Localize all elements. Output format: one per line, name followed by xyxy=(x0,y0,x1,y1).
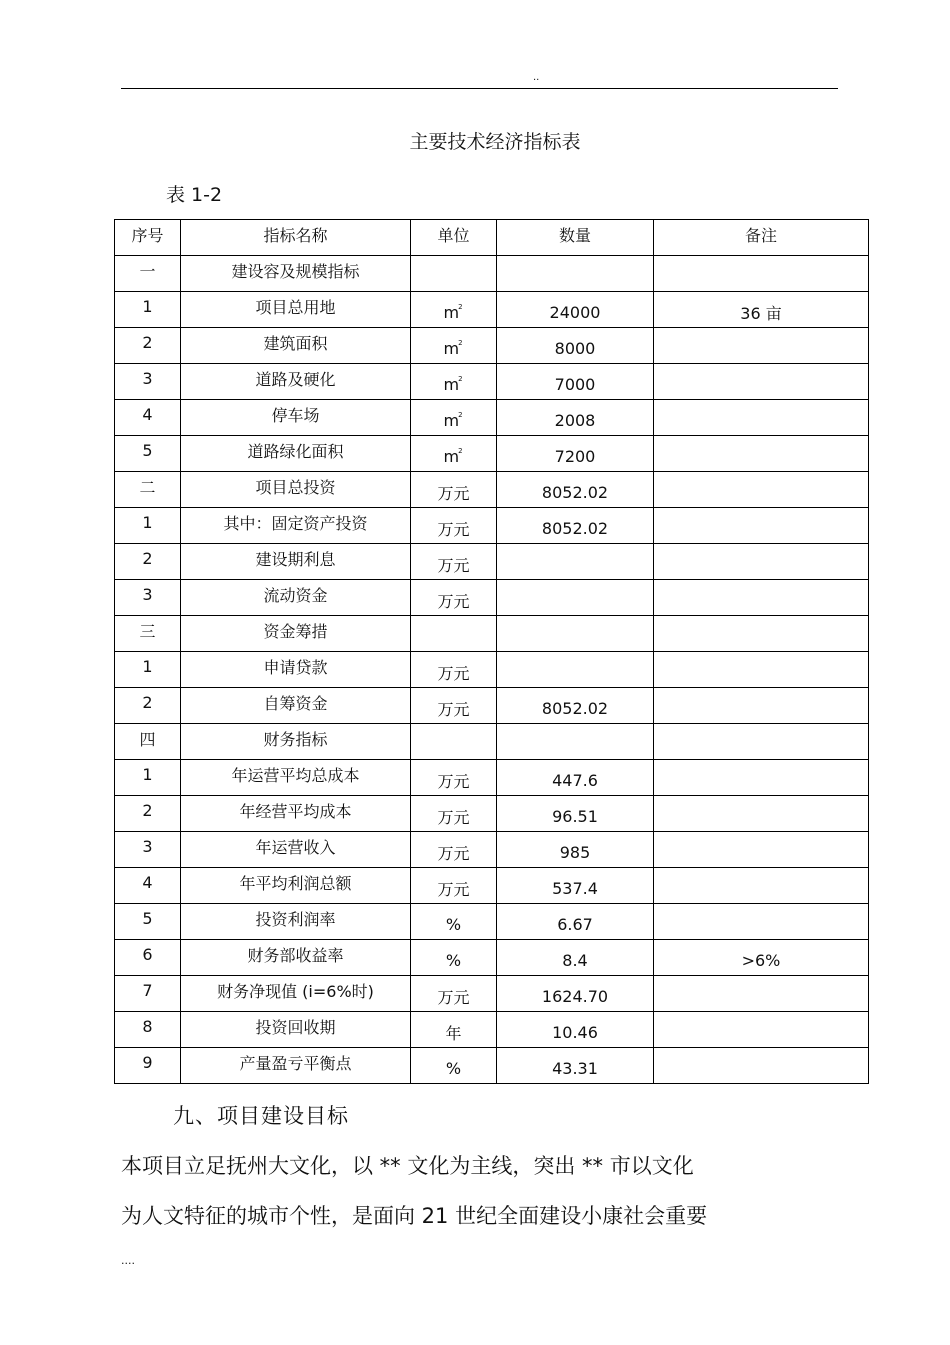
table-row xyxy=(115,436,869,472)
row-number-cell: 4 xyxy=(115,400,181,436)
quantity-cell: 8052.02 xyxy=(497,508,654,544)
unit-cell xyxy=(411,616,497,652)
indicator-name-cell: 道路绿化面积 xyxy=(181,436,411,472)
column-header-name: 指标名称 xyxy=(181,220,411,256)
note-cell: >6% xyxy=(654,940,869,976)
header-divider xyxy=(121,88,838,89)
row-number-cell: 1 xyxy=(115,292,181,328)
unit-cell: $m^2$ xyxy=(411,400,497,436)
table-row xyxy=(115,868,869,904)
header-mark: .. xyxy=(533,72,540,83)
indicator-name-cell: 建筑面积 xyxy=(181,328,411,364)
row-number-cell: 2 xyxy=(115,328,181,364)
table-row xyxy=(115,1012,869,1048)
note-cell xyxy=(654,832,869,868)
quantity-cell: 537.4 xyxy=(497,868,654,904)
table-header-row xyxy=(115,220,869,256)
row-number-cell: 四 xyxy=(115,724,181,760)
table-row xyxy=(115,544,869,580)
unit-cell: 万元 xyxy=(411,976,497,1012)
row-number-cell: 4 xyxy=(115,868,181,904)
note-cell xyxy=(654,400,869,436)
page-title: 主要技术经济指标表 xyxy=(409,131,581,153)
footer-mark: .... xyxy=(121,1254,135,1267)
indicator-name-cell: 自筹资金 xyxy=(181,688,411,724)
note-cell xyxy=(654,976,869,1012)
note-cell xyxy=(654,436,869,472)
indicator-name-cell: 财务净现值 (i=6%时) xyxy=(181,976,411,1012)
row-number-cell: 3 xyxy=(115,580,181,616)
indicator-name-cell: 年运营平均总成本 xyxy=(181,760,411,796)
table-row xyxy=(115,256,869,292)
quantity-cell xyxy=(497,652,654,688)
indicator-name-cell: 年经营平均成本 xyxy=(181,796,411,832)
unit-cell: $m^2$ xyxy=(411,292,497,328)
unit-cell: 万元 xyxy=(411,580,497,616)
indicator-name-cell: 年平均利润总额 xyxy=(181,868,411,904)
row-number-cell: 二 xyxy=(115,472,181,508)
table-row xyxy=(115,760,869,796)
indicator-name-cell: 建设期利息 xyxy=(181,544,411,580)
indicator-name-cell: 道路及硬化 xyxy=(181,364,411,400)
note-cell xyxy=(654,796,869,832)
row-number-cell: 一 xyxy=(115,256,181,292)
note-cell xyxy=(654,1012,869,1048)
row-number-cell: 1 xyxy=(115,760,181,796)
table-row xyxy=(115,364,869,400)
indicator-name-cell: 资金筹措 xyxy=(181,616,411,652)
row-number-cell: 三 xyxy=(115,616,181,652)
indicator-name-cell: 建设容及规模指标 xyxy=(181,256,411,292)
unit-cell: 万元 xyxy=(411,832,497,868)
unit-cell xyxy=(411,724,497,760)
unit-cell: 万元 xyxy=(411,544,497,580)
row-number-cell: 3 xyxy=(115,364,181,400)
row-number-cell: 1 xyxy=(115,508,181,544)
unit-cell: 万元 xyxy=(411,760,497,796)
indicator-name-cell: 其中：固定资产投资 xyxy=(181,508,411,544)
note-cell xyxy=(654,688,869,724)
quantity-cell: 8052.02 xyxy=(497,688,654,724)
note-cell xyxy=(654,364,869,400)
note-cell xyxy=(654,472,869,508)
quantity-cell: 1624.70 xyxy=(497,976,654,1012)
indicator-name-cell: 产量盈亏平衡点 xyxy=(181,1048,411,1084)
indicator-name-cell: 财务指标 xyxy=(181,724,411,760)
unit-cell: 万元 xyxy=(411,652,497,688)
quantity-cell xyxy=(497,256,654,292)
table-row xyxy=(115,796,869,832)
row-number-cell: 1 xyxy=(115,652,181,688)
note-cell xyxy=(654,904,869,940)
table-row xyxy=(115,508,869,544)
quantity-cell: 8000 xyxy=(497,328,654,364)
paragraph-line: 为人文特征的城市个性，是面向 21 世纪全面建设小康社会重要 xyxy=(121,1204,708,1228)
note-cell xyxy=(654,580,869,616)
row-number-cell: 2 xyxy=(115,796,181,832)
quantity-cell: 8052.02 xyxy=(497,472,654,508)
indicator-name-cell: 年运营收入 xyxy=(181,832,411,868)
row-number-cell: 2 xyxy=(115,544,181,580)
indicators-table xyxy=(114,219,869,1084)
indicator-name-cell: 项目总用地 xyxy=(181,292,411,328)
indicator-name-cell: 投资回收期 xyxy=(181,1012,411,1048)
paragraph-line: 本项目立足抚州大文化，以 ** 文化为主线，突出 ** 市以文化 xyxy=(121,1154,694,1178)
section-heading: 九、项目建设目标 xyxy=(173,1104,349,1128)
note-cell xyxy=(654,508,869,544)
quantity-cell xyxy=(497,580,654,616)
note-cell xyxy=(654,760,869,796)
table-row xyxy=(115,976,869,1012)
note-cell xyxy=(654,652,869,688)
row-number-cell: 3 xyxy=(115,832,181,868)
row-number-cell: 6 xyxy=(115,940,181,976)
table-row xyxy=(115,652,869,688)
unit-cell: 万元 xyxy=(411,688,497,724)
quantity-cell xyxy=(497,616,654,652)
indicator-name-cell: 项目总投资 xyxy=(181,472,411,508)
column-header-unit: 单位 xyxy=(411,220,497,256)
quantity-cell: 96.51 xyxy=(497,796,654,832)
quantity-cell: 8.4 xyxy=(497,940,654,976)
unit-cell: 万元 xyxy=(411,508,497,544)
row-number-cell: 9 xyxy=(115,1048,181,1084)
quantity-cell: 24000 xyxy=(497,292,654,328)
table-row xyxy=(115,724,869,760)
note-cell xyxy=(654,1048,869,1084)
quantity-cell: 6.67 xyxy=(497,904,654,940)
note-cell: 36 亩 xyxy=(654,292,869,328)
table-row xyxy=(115,400,869,436)
unit-cell: 万元 xyxy=(411,796,497,832)
indicator-name-cell: 投资利润率 xyxy=(181,904,411,940)
unit-cell: 年 xyxy=(411,1012,497,1048)
unit-cell: 万元 xyxy=(411,472,497,508)
table-row xyxy=(115,832,869,868)
row-number-cell: 7 xyxy=(115,976,181,1012)
quantity-cell xyxy=(497,544,654,580)
column-header-quantity: 数量 xyxy=(497,220,654,256)
unit-cell: % xyxy=(411,904,497,940)
table-body xyxy=(115,256,869,1084)
quantity-cell: 10.46 xyxy=(497,1012,654,1048)
unit-cell: $m^2$ xyxy=(411,364,497,400)
row-number-cell: 2 xyxy=(115,688,181,724)
note-cell xyxy=(654,616,869,652)
note-cell xyxy=(654,328,869,364)
indicator-name-cell: 流动资金 xyxy=(181,580,411,616)
unit-cell: % xyxy=(411,940,497,976)
quantity-cell: 447.6 xyxy=(497,760,654,796)
table-row xyxy=(115,688,869,724)
table-row xyxy=(115,904,869,940)
note-cell xyxy=(654,724,869,760)
table-row xyxy=(115,940,869,976)
note-cell xyxy=(654,256,869,292)
indicator-name-cell: 财务部收益率 xyxy=(181,940,411,976)
quantity-cell: 7200 xyxy=(497,436,654,472)
unit-cell: % xyxy=(411,1048,497,1084)
quantity-cell xyxy=(497,724,654,760)
unit-cell: $m^2$ xyxy=(411,328,497,364)
quantity-cell: 985 xyxy=(497,832,654,868)
indicator-name-cell: 申请贷款 xyxy=(181,652,411,688)
note-cell xyxy=(654,868,869,904)
unit-cell xyxy=(411,256,497,292)
quantity-cell: 43.31 xyxy=(497,1048,654,1084)
column-header-note: 备注 xyxy=(654,220,869,256)
table-row xyxy=(115,328,869,364)
row-number-cell: 5 xyxy=(115,436,181,472)
table-row xyxy=(115,292,869,328)
table-row xyxy=(115,616,869,652)
row-number-cell: 5 xyxy=(115,904,181,940)
column-header-no: 序号 xyxy=(115,220,181,256)
unit-cell: $m^2$ xyxy=(411,436,497,472)
table-label: 表 1-2 xyxy=(166,184,223,206)
indicator-name-cell: 停车场 xyxy=(181,400,411,436)
table-row xyxy=(115,1048,869,1084)
quantity-cell: 2008 xyxy=(497,400,654,436)
row-number-cell: 8 xyxy=(115,1012,181,1048)
unit-cell: 万元 xyxy=(411,868,497,904)
note-cell xyxy=(654,544,869,580)
quantity-cell: 7000 xyxy=(497,364,654,400)
table-row xyxy=(115,580,869,616)
table-row xyxy=(115,472,869,508)
